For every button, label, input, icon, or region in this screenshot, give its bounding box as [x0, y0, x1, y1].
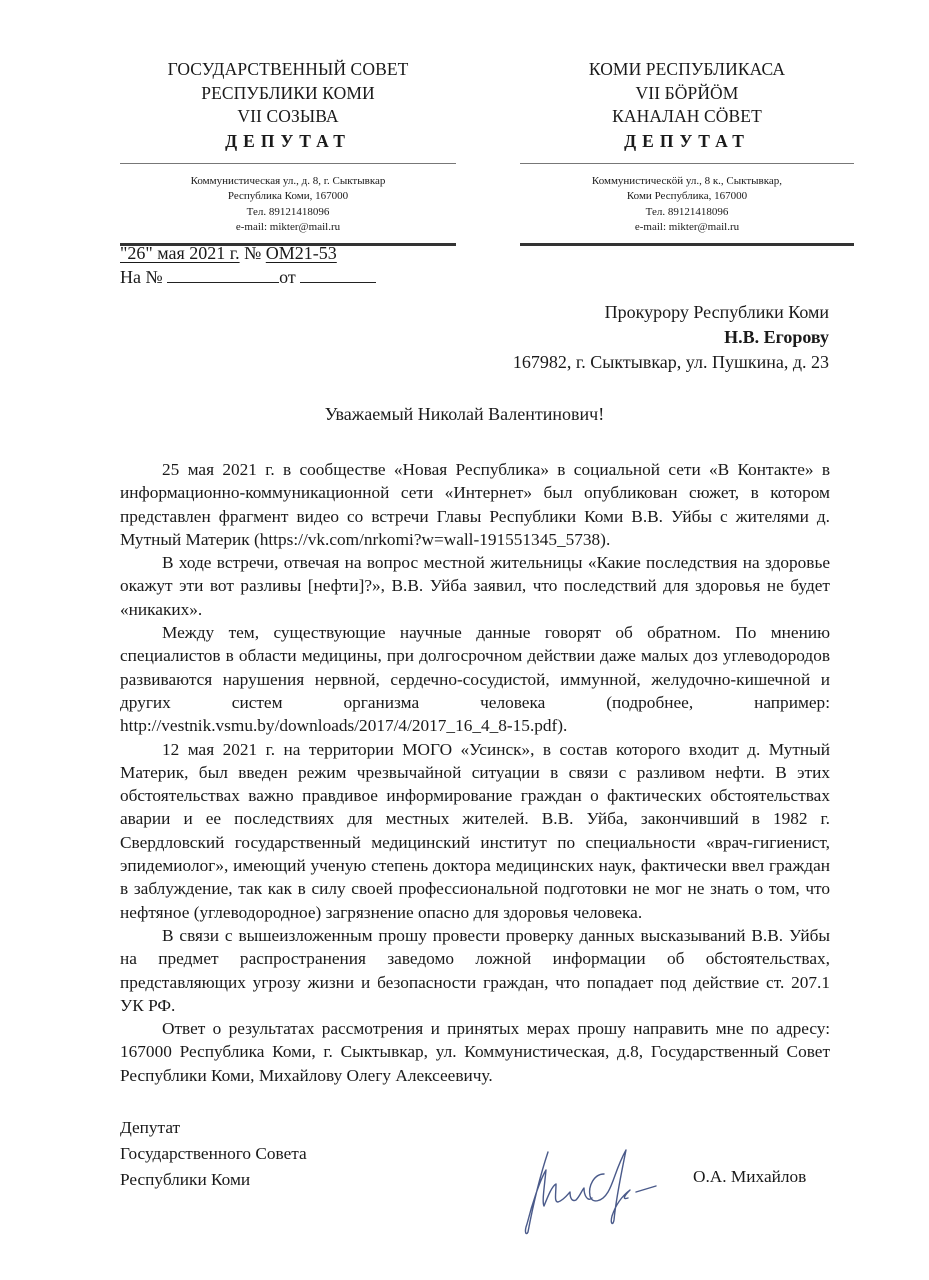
letter-number: ОМ21-53	[265, 243, 337, 263]
addressee-block	[513, 300, 829, 375]
addressee-position: Прокурору Республики Коми	[604, 302, 829, 322]
org-line: РЕСПУБЛИКИ КОМИ	[201, 82, 375, 103]
letter-body	[120, 458, 830, 1087]
signatory-title	[120, 1115, 307, 1193]
divider	[120, 163, 456, 164]
registration-block	[120, 241, 376, 289]
email-line: e-mail: mikter@mail.ru	[235, 221, 341, 233]
paragraph: В связи с вышеизложенным прошу провести проверку данных высказываний В.В. Уйбы на предмет распространения заведомо ложной информации об обстоятельствах, представляющих угрозу жизни и безопасности граждан, что попадает под действие ст. 207.1 УК РФ.	[120, 925, 830, 1015]
signatory-line: Депутат	[120, 1118, 181, 1137]
letterhead-right	[520, 58, 854, 246]
divider-thick	[520, 243, 854, 246]
paragraph: Между тем, существующие научные данные говорят об обратном. По мнению специалистов в области медицины, при долгосрочном действии даже малых доз углеводородов развиваются нарушения нервной, сердечно-сосудистой, иммунной, желудочно-кишечной и других систем организма человека (подробнее, например: http://vestnik.vsmu.by/downloads/2017/4/2017_16_4_8-15.pdf).	[120, 623, 830, 736]
reply-line	[120, 265, 376, 289]
address-line: Коми Республика, 167000	[626, 190, 748, 202]
registration-line	[120, 241, 376, 265]
address-line: Республика Коми, 167000	[227, 190, 349, 202]
paragraph: Ответ о результатах рассмотрения и принятых мерах прошу направить мне по адресу: 167000 Республика Коми, г. Сыктывкар, ул. Коммунистическая, д.8, Государственный Совет Республики Коми, Михайлову Олегу Алексеевичу.	[120, 1019, 830, 1085]
org-line: VII БÖРЙÖМ	[635, 82, 739, 103]
address-line: Коммунистическая ул., д. 8, г. Сыктывкар	[190, 174, 386, 187]
number-label: №	[244, 243, 262, 263]
org-line: VII СОЗЫВА	[237, 106, 339, 126]
email-line: e-mail: mikter@mail.ru	[634, 221, 740, 233]
org-line: КОМИ РЕСПУБЛИКАСА	[588, 59, 786, 79]
phone-line: Тел. 89121418096	[246, 205, 330, 218]
signatory-line: Республики Коми	[120, 1170, 251, 1189]
address-line: Коммунистическöй ул., 8 к., Сыктывкар,	[591, 174, 783, 187]
salutation: Уважаемый Николай Валентинович!	[324, 404, 605, 424]
deputy-title: ДЕПУТАТ	[225, 130, 351, 151]
paragraph: В ходе встречи, отвечая на вопрос местной жительницы «Какие последствия на здоровье окажут эти вот разливы [нефти]?», В.В. Уйба заявил, что последствий для здоровья не будет «никаких».	[120, 553, 830, 619]
deputy-title: ДЕПУТАТ	[624, 130, 750, 151]
org-line: ГОСУДАРСТВЕННЫЙ СОВЕТ	[167, 59, 409, 79]
paragraph: 12 мая 2021 г. на территории МОГО «Усинск», в состав которого входит д. Мутный Материк, был введен режим чрезвычайной ситуации в связи с разливом нефти. В этих обстоятельствах важно правдивое информирование граждан о фактических обстоятельствах аварии и ее последствиях для местных жителей. В.В. Уйба, закончивший в 1982 г. Свердловский государственный медицинский институт по специальности «врач-гигиенист, эпидемиолог», имеющий ученую степень доктора медицинских наук, фактически ввел граждан в заблуждение, так как в силу своей профессиональной подготовки не мог не знать о том, что нефтяное (углеводородное) загрязнение опасно для здоровья человека.	[120, 739, 830, 922]
reply-date-blank	[300, 266, 376, 283]
signatory-line: Государственного Совета	[120, 1144, 307, 1163]
paragraph: 25 мая 2021 г. в сообществе «Новая Республика» в социальной сети «В Контакте» в информационно-коммуникационной сети «Интернет» был опубликован сюжет, в котором представлен фрагмент видео со встречи Главы Республики Коми В.В. Уйбы с жителями д. Мутный Материк (https://vk.com/nrkomi?w=wall-191551345_5738).	[120, 460, 830, 549]
letter-date: "26" мая 2021 г.	[120, 243, 240, 263]
reply-number-blank	[167, 266, 279, 283]
signatory-name: О.А. Михайлов	[693, 1167, 807, 1186]
phone-line: Тел. 89121418096	[645, 205, 729, 218]
divider	[520, 163, 854, 164]
reply-label: На №	[120, 267, 163, 287]
from-label: от	[279, 267, 296, 287]
handwritten-signature-icon	[518, 1140, 678, 1240]
org-line: КАНАЛАН СÖВЕТ	[612, 106, 762, 126]
addressee-name: Н.В. Егорову	[724, 327, 829, 347]
letterhead-left	[120, 58, 456, 246]
addressee-address: 167982, г. Сыктывкар, ул. Пушкина, д. 23	[512, 352, 829, 372]
